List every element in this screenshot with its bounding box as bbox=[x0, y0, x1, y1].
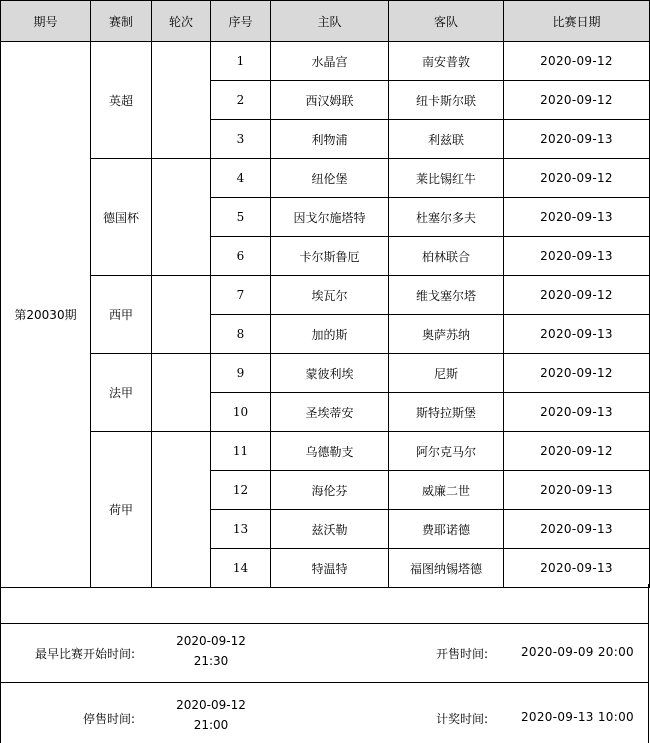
footer-row-stop bbox=[1, 682, 648, 742]
home-team: 西汉姆联 bbox=[271, 81, 389, 120]
match-number: 11 bbox=[211, 432, 271, 471]
match-date: 2020-09-13 bbox=[504, 471, 650, 510]
away-team: 莱比锡红牛 bbox=[389, 159, 504, 198]
table-row bbox=[1, 159, 650, 198]
footer-row-earliest bbox=[1, 623, 648, 683]
header-away-team: 客队 bbox=[389, 1, 504, 42]
table-row bbox=[1, 354, 650, 393]
home-team: 加的斯 bbox=[271, 315, 389, 354]
away-team: 维戈塞尔塔 bbox=[389, 276, 504, 315]
match-number: 12 bbox=[211, 471, 271, 510]
match-number: 6 bbox=[211, 237, 271, 276]
match-date: 2020-09-13 bbox=[504, 237, 650, 276]
match-date: 2020-09-12 bbox=[504, 42, 650, 81]
match-date: 2020-09-12 bbox=[504, 432, 650, 471]
table-row bbox=[1, 432, 650, 471]
home-team: 因戈尔施塔特 bbox=[271, 198, 389, 237]
table-row bbox=[1, 276, 650, 315]
match-number: 5 bbox=[211, 198, 271, 237]
sale-stop-date: 2020-09-12 bbox=[176, 698, 246, 712]
header-league: 赛制 bbox=[91, 1, 152, 42]
earliest-start-label: 最早比赛开始时间: bbox=[34, 647, 135, 661]
league-cell: 德国杯 bbox=[91, 159, 152, 276]
away-team: 阿尔克马尔 bbox=[389, 432, 504, 471]
match-date: 2020-09-13 bbox=[504, 120, 650, 159]
match-number: 1 bbox=[211, 42, 271, 81]
match-date: 2020-09-13 bbox=[504, 549, 650, 588]
match-number: 2 bbox=[211, 81, 271, 120]
match-date: 2020-09-12 bbox=[504, 159, 650, 198]
league-cell: 英超 bbox=[91, 42, 152, 159]
earliest-start-value bbox=[171, 631, 251, 671]
match-date: 2020-09-12 bbox=[504, 354, 650, 393]
earliest-start-date: 2020-09-12 bbox=[176, 634, 246, 648]
home-team: 利物浦 bbox=[271, 120, 389, 159]
home-team: 蒙彼利埃 bbox=[271, 354, 389, 393]
sale-start-label: 开售时间: bbox=[435, 647, 488, 661]
header-row bbox=[1, 1, 650, 42]
round-cell bbox=[152, 432, 211, 588]
league-cell: 法甲 bbox=[91, 354, 152, 432]
match-date: 2020-09-13 bbox=[504, 510, 650, 549]
away-team: 尼斯 bbox=[389, 354, 504, 393]
round-cell bbox=[152, 276, 211, 354]
away-team: 利兹联 bbox=[389, 120, 504, 159]
away-team: 南安普敦 bbox=[389, 42, 504, 81]
footer-blank-row bbox=[1, 584, 648, 624]
header-match-date: 比赛日期 bbox=[504, 1, 650, 42]
match-date: 2020-09-13 bbox=[504, 198, 650, 237]
away-team: 杜塞尔多夫 bbox=[389, 198, 504, 237]
period-cell: 第20030期 bbox=[1, 42, 91, 588]
draw-time-value: 2020-09-13 10:00 bbox=[521, 710, 634, 724]
away-team: 奥萨苏纳 bbox=[389, 315, 504, 354]
header-round: 轮次 bbox=[152, 1, 211, 42]
away-team: 威廉二世 bbox=[389, 471, 504, 510]
league-cell: 西甲 bbox=[91, 276, 152, 354]
away-team: 柏林联合 bbox=[389, 237, 504, 276]
home-team: 海伦芬 bbox=[271, 471, 389, 510]
match-number: 10 bbox=[211, 393, 271, 432]
sale-stop-value bbox=[171, 695, 251, 735]
match-number: 13 bbox=[211, 510, 271, 549]
match-date: 2020-09-12 bbox=[504, 81, 650, 120]
away-team: 斯特拉斯堡 bbox=[389, 393, 504, 432]
header-period: 期号 bbox=[1, 1, 91, 42]
away-team: 费耶诺德 bbox=[389, 510, 504, 549]
earliest-start-time: 21:30 bbox=[193, 654, 229, 668]
header-number: 序号 bbox=[211, 1, 271, 42]
home-team: 特温特 bbox=[271, 549, 389, 588]
sale-start-value: 2020-09-09 20:00 bbox=[521, 645, 634, 659]
home-team: 卡尔斯鲁厄 bbox=[271, 237, 389, 276]
sale-info-footer bbox=[0, 584, 649, 743]
home-team: 水晶宫 bbox=[271, 42, 389, 81]
sale-stop-time: 21:00 bbox=[193, 718, 229, 732]
home-team: 纽伦堡 bbox=[271, 159, 389, 198]
home-team: 圣埃蒂安 bbox=[271, 393, 389, 432]
match-number: 14 bbox=[211, 549, 271, 588]
away-team: 纽卡斯尔联 bbox=[389, 81, 504, 120]
sale-stop-label: 停售时间: bbox=[82, 712, 135, 726]
home-team: 乌德勒支 bbox=[271, 432, 389, 471]
match-date: 2020-09-13 bbox=[504, 315, 650, 354]
round-cell bbox=[152, 159, 211, 276]
away-team: 福图纳锡塔德 bbox=[389, 549, 504, 588]
match-number: 7 bbox=[211, 276, 271, 315]
round-cell bbox=[152, 354, 211, 432]
league-cell: 荷甲 bbox=[91, 432, 152, 588]
round-cell bbox=[152, 42, 211, 159]
match-number: 4 bbox=[211, 159, 271, 198]
match-date: 2020-09-13 bbox=[504, 393, 650, 432]
match-number: 3 bbox=[211, 120, 271, 159]
match-rows bbox=[1, 42, 650, 588]
match-number: 9 bbox=[211, 354, 271, 393]
home-team: 兹沃勒 bbox=[271, 510, 389, 549]
table-row bbox=[1, 42, 650, 81]
match-number: 8 bbox=[211, 315, 271, 354]
header-home-team: 主队 bbox=[271, 1, 389, 42]
draw-time-label: 计奖时间: bbox=[435, 712, 488, 726]
match-date: 2020-09-12 bbox=[504, 276, 650, 315]
home-team: 埃瓦尔 bbox=[271, 276, 389, 315]
